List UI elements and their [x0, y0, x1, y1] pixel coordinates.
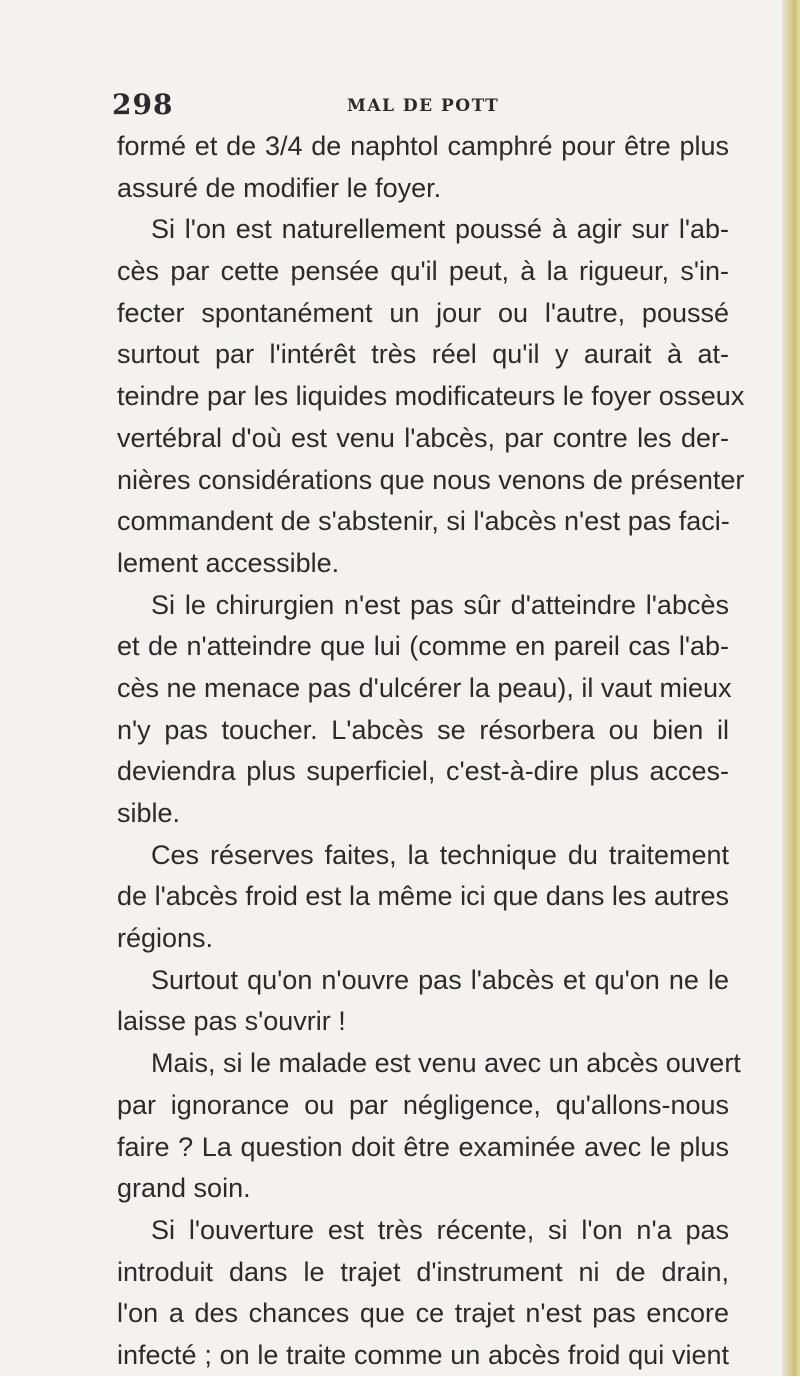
text-line: n'y pas toucher. L'abcès se résorbera ou bien il [117, 714, 729, 745]
text-line: Si l'on est naturellement poussé à agir sur l'ab- [151, 214, 729, 245]
text-line: deviendra plus superficiel, c'est-à-dire plus acces- [117, 756, 729, 787]
text-line: faire ? La question doit être examinée avec le plus [117, 1131, 729, 1162]
text-line: Mais, si le malade est venu avec un abcès ouvert [151, 1048, 741, 1079]
text-line: fecter spontanément un jour ou l'autre, poussé [117, 297, 729, 328]
text-line: laisse pas s'ouvrir ! [117, 1006, 346, 1037]
text-line: commandent de s'abstenir, si l'abcès n'est pas faci- [117, 506, 730, 537]
text-line: nières considérations que nous venons de présenter [117, 464, 745, 495]
body-text [117, 126, 745, 1377]
text-line: l'on a des chances que ce trajet n'est pas encore [117, 1298, 729, 1329]
text-line: Surtout qu'on n'ouvre pas l'abcès et qu'on ne le [151, 964, 729, 995]
text-line: de l'abcès froid est la même ici que dans les autres [117, 881, 729, 912]
text-line: introduit dans le trajet d'instrument ni de drain, [117, 1256, 729, 1287]
text-line: cès ne menace pas d'ulcérer la peau), il vaut mieux [117, 672, 732, 703]
text-line: par ignorance ou par négligence, qu'allons-nous [117, 1089, 729, 1120]
text-line: cès par cette pensée qu'il peut, à la rigueur, s'in- [117, 256, 729, 287]
text-line: vertébral d'où est venu l'abcès, par contre les der- [117, 422, 729, 453]
page-number: 298 [112, 88, 174, 121]
text-line: sible. [117, 798, 181, 828]
page-edge [782, 0, 800, 1376]
text-line: teindre par les liquides modificateurs le foyer osseux [117, 381, 745, 412]
text-line: et de n'atteindre que lui (comme en pareil cas l'ab- [117, 631, 729, 662]
text-line: surtout par l'intérêt très réel qu'il y aurait à at- [117, 339, 729, 370]
text-line: grand soin. [117, 1173, 251, 1204]
text-line: Si l'ouverture est très récente, si l'on n'a pas [151, 1214, 729, 1245]
text-line: régions. [117, 923, 214, 954]
text-line: assuré de modifier le foyer. [117, 172, 442, 203]
text-line: formé et de 3/4 de naphtol camphré pour être plus [117, 131, 729, 161]
text-line: lement accessible. [117, 547, 340, 578]
text-line: infecté ; on le traite comme un abcès froid qui vient [117, 1339, 729, 1370]
page-header [112, 88, 672, 128]
text-line: Ces réserves faites, la technique du traitement [151, 839, 729, 870]
text-line: Si le chirurgien n'est pas sûr d'atteindre l'abcès [151, 589, 729, 620]
running-title: MAL DE POTT [347, 96, 500, 116]
